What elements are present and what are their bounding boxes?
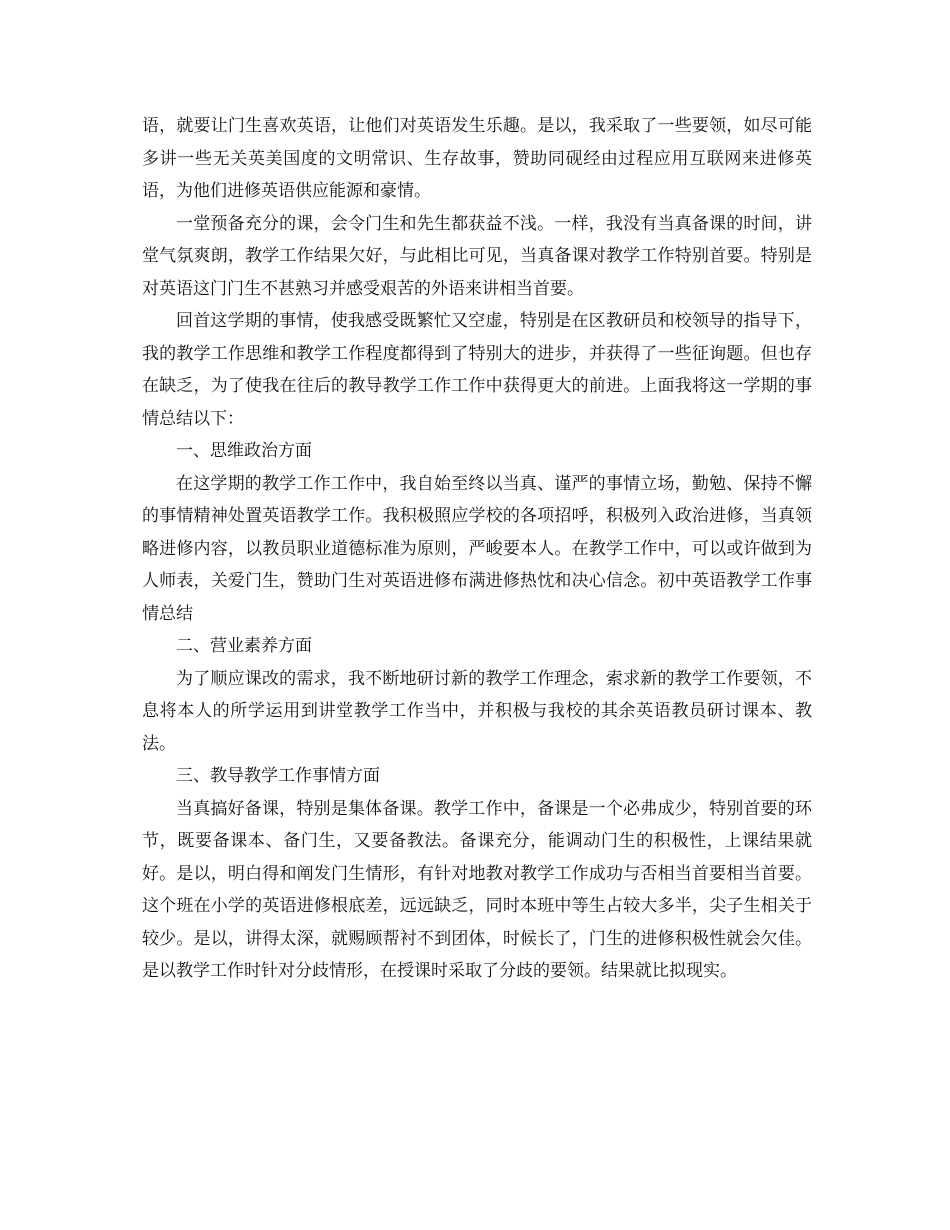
paragraph-teaching: 当真搞好备课，特别是集体备课。教学工作中，备课是一个必弗成少，特别首要的环节，既要备课本、备门生，又要备教法。备课充分，能调动门生的积极性，上课结果就好。是以，明白得和阐发门生情形，有针对地教对教学工作成功与否相当首要相当首要。这个班在小学的英语进修根底差，远远缺乏，同时本班中等生占较大多半，尖子生相关于较少。是以，讲得太深，就赐顾帮衬不到团体，时候长了，门生的进修积极性就会欠佳。是以教学工作时针对分歧情形，在授课时采取了分歧的要领。结果就比拟现实。 xyxy=(142,798,812,981)
paragraph-lesson-preparation: 一堂预备充分的课，会令门生和先生都获益不浅。一样，我没有当真备课的时间，讲堂气氛爽朗，教学工作结果欠好，与此相比可见，当真备课对教学工作特别首要。特别是对英语这门门生不甚熟习并感受艰苦的外语来讲相当首要。 xyxy=(142,213,812,299)
paragraph-ideology: 在这学期的教学工作工作中，我自始至终以当真、谨严的事情立场，勤勉、保持不懈的事情精神处置英语教学工作。我积极照应学校的各项招呼，积极列入政治进修，当真领略进修内容，以教员职业道德标准为原则，严峻要本人。在教学工作中，可以或许做到为人师表，关爱门生，赞助门生对英语进修布满进修热忱和决心信念。初中英语教学工作事情总结 xyxy=(142,473,812,624)
paragraph-continuation: 语，就要让门生喜欢英语，让他们对英语发生乐趣。是以，我采取了一些要领，如尽可能多讲一些无关英美国度的文明常识、生存故事，赞助同砚经由过程应用互联网来进修英语，为他们进修英语供应能源和豪情。 xyxy=(142,116,812,201)
document-page xyxy=(142,110,812,988)
section-heading-professional: 二、营业素养方面 xyxy=(176,636,312,656)
paragraph-semester-review: 回首这学期的事情，使我感受既繁忙又空虚，特别是在区教研员和校领导的指导下，我的教学工作思维和教学工作程度都得到了特别大的进步，并获得了一些征询题。但也存在缺乏，为了使我在往后的教导教学工作工作中获得更大的前进。上面我将这一学期的事情总结以下： xyxy=(142,311,812,429)
paragraph-professional: 为了顺应课改的需求，我不断地研讨新的教学工作理念，索求新的教学工作要领，不息将本人的所学运用到讲堂教学工作当中，并积极与我校的其余英语教员研讨课本、教法。 xyxy=(142,668,812,754)
section-heading-teaching: 三、教导教学工作事情方面 xyxy=(176,766,380,786)
section-heading-ideology: 一、思维政治方面 xyxy=(176,441,312,461)
